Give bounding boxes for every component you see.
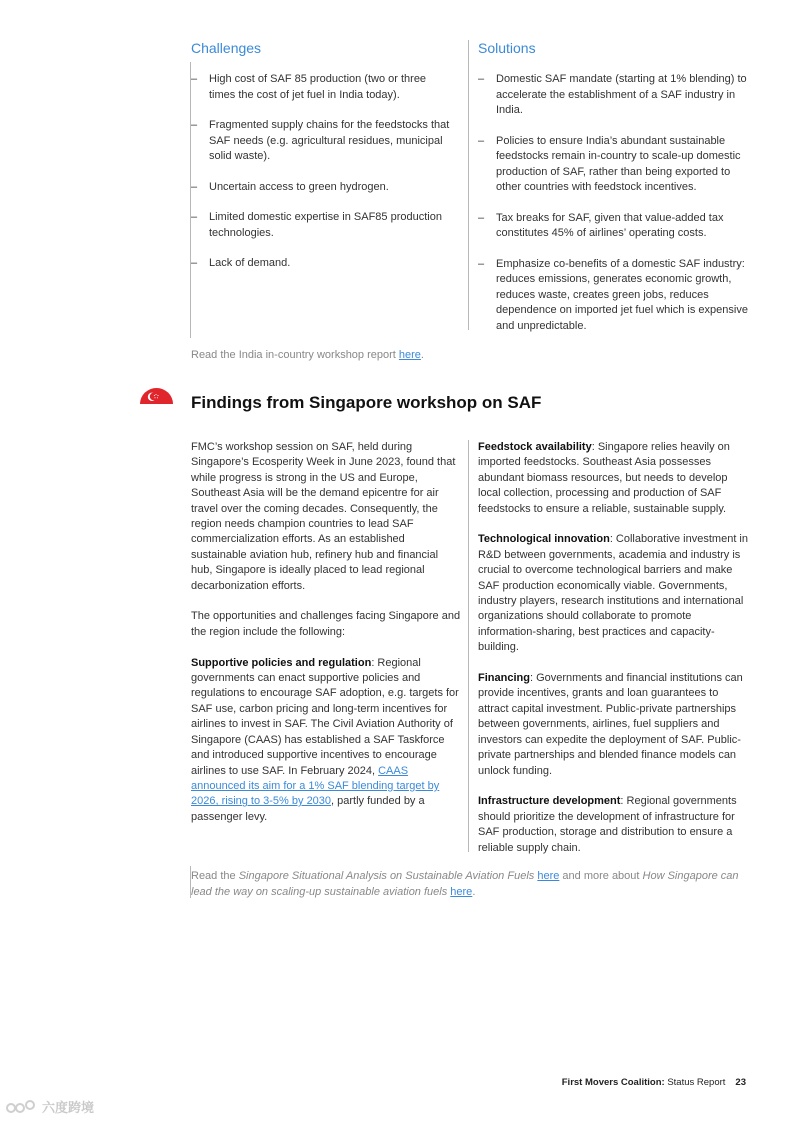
footer-report: Status Report — [664, 1077, 726, 1088]
solutions-title: Solutions — [478, 40, 536, 56]
policies-paragraph — [191, 656, 461, 825]
financing-text: : Governments and financial institutions can provide incentives, grants and loan guarantees to attract capital investment. Public-private partnerships between governments, airlines, fuel suppliers and investors can expedite the deployment of SAF. Public-private partnerships and blended finance models can unlock funding. — [478, 672, 743, 777]
note-text: and more about — [559, 870, 643, 882]
note-text: . — [472, 885, 476, 898]
watermark-text: 六度跨境 — [42, 1100, 95, 1115]
policies-label: Supportive policies and regulation — [191, 656, 372, 669]
list-item: – High cost of SAF 85 production (two or three times the cost of jet fuel in India today). — [191, 72, 453, 103]
column-divider — [468, 440, 469, 852]
list-item: – Emphasize co-benefits of a domestic SAF industry: reduces emissions, generates economic growth, reduces waste, creates green jobs, reduces dependence on imported jet fuel which is expensive and unpredictable. — [478, 257, 750, 335]
section-title: Findings from Singapore workshop on SAF — [191, 393, 542, 412]
feedstock-label: Feedstock availability — [478, 441, 592, 453]
column-divider — [468, 40, 469, 330]
list-item: – Domestic SAF mandate (starting at 1% blending) to accelerate the establishment of a SAF industry in India. — [478, 72, 750, 119]
tech-paragraph — [478, 532, 748, 655]
policies-text: : Regional governments can enact supportive policies and regulations to encourage SAF adoption, e.g. targets for SAF use, carbon pricing and long-term incentives for airlines to invest in SAF. The Civil Aviation Authority of Singapore (CAAS) has established a SAF Taskforce and introduced supportive incentives to encourage airlines to use SAF. In February 2024, — [191, 656, 459, 777]
tech-text: : Collaborative investment in R&D between governments, academia and industry is crucial to overcome technological barriers and make SAF production economically viable. Governments, industry players, research institutions and international organizations should collaborate to promote information-sharing, best practices and capacity-building. — [478, 533, 748, 654]
opportunities-paragraph: The opportunities and challenges facing Singapore and the region include the following: — [191, 610, 461, 638]
watermark-logo-icon — [6, 1099, 38, 1115]
financing-label: Financing — [478, 672, 530, 685]
page-number: 23 — [735, 1077, 746, 1088]
singapore-right-column — [478, 440, 748, 871]
watermark — [6, 1097, 94, 1116]
infra-label: Infrastructure development — [478, 795, 621, 808]
note-end: . — [420, 349, 424, 361]
list-item: – Lack of demand. — [191, 256, 453, 272]
singapore-left-column — [191, 440, 461, 841]
infra-text: : Regional governments should prioritize the development of infrastructure for SAF production, storage and distribution to ensure a reliable supply chain. — [478, 795, 737, 854]
situational-analysis-link[interactable]: here — [537, 870, 560, 882]
list-item: – Policies to ensure India’s abundant sustainable feedstocks remain in-country to scale-up domestic production of SAF, rather than being exported to other countries with feedstock incentives. — [478, 134, 750, 196]
intro-paragraph: FMC’s workshop session on SAF, held during Singapore’s Ecosperity Week in June 2023, found that while progress is strong in the US and Europe, Southeast Asia will be the demand epicentre for air travel over the coming decades. Consequently, the region needs champion countries to lead SAF commercialization efforts. As an established sustainable aviation hub, refinery hub and financial hub, Singapore is ideally placed to lead regional decarbonization efforts. — [191, 441, 456, 592]
list-item: – Fragmented supply chains for the feedstocks that SAF needs (e.g. agricultural residues, municipal solid waste). — [191, 118, 453, 165]
report-title: How Singapore can lead the way on scaling-up sustainable aviation fuels — [191, 870, 739, 898]
infra-paragraph — [478, 794, 748, 856]
singapore-flag-icon — [140, 388, 173, 404]
india-report-link[interactable]: here — [398, 349, 421, 361]
note-text: Read the India in-country workshop report — [191, 349, 399, 361]
feedstock-paragraph — [478, 440, 748, 517]
tech-label: Technological innovation — [478, 533, 610, 546]
singapore-report-note — [191, 869, 751, 900]
feedstock-text: : Singapore relies heavily on imported feedstocks. Southeast Asia possesses abundant biomass resources, but needs to develop local collection, processing and production of SAF feedstocks to ensure a reliable, sustainable supply. — [478, 441, 730, 515]
caas-announcement-link[interactable]: CAAS announced its aim for a 1% SAF blending target by 2026, rising to 3-5% by 2030 — [191, 764, 440, 808]
scaling-up-link[interactable]: here — [450, 885, 473, 898]
challenges-title: Challenges — [191, 40, 262, 56]
financing-paragraph — [478, 671, 748, 779]
policies-end: , partly funded by a passenger levy. — [191, 795, 425, 823]
solutions-list — [478, 72, 750, 349]
list-item: – Uncertain access to green hydrogen. — [191, 180, 453, 196]
page-footer — [562, 1077, 746, 1088]
challenges-list — [191, 72, 453, 287]
list-item: – Tax breaks for SAF, given that value-added tax constitutes 45% of airlines’ operating costs. — [478, 211, 750, 242]
india-report-note — [191, 348, 751, 364]
note-text: Read the — [191, 870, 239, 882]
list-item: – Limited domestic expertise in SAF85 production technologies. — [191, 210, 453, 241]
report-title: Singapore Situational Analysis on Sustainable Aviation Fuels — [238, 870, 535, 882]
footer-org: First Movers Coalition: — [561, 1077, 665, 1088]
